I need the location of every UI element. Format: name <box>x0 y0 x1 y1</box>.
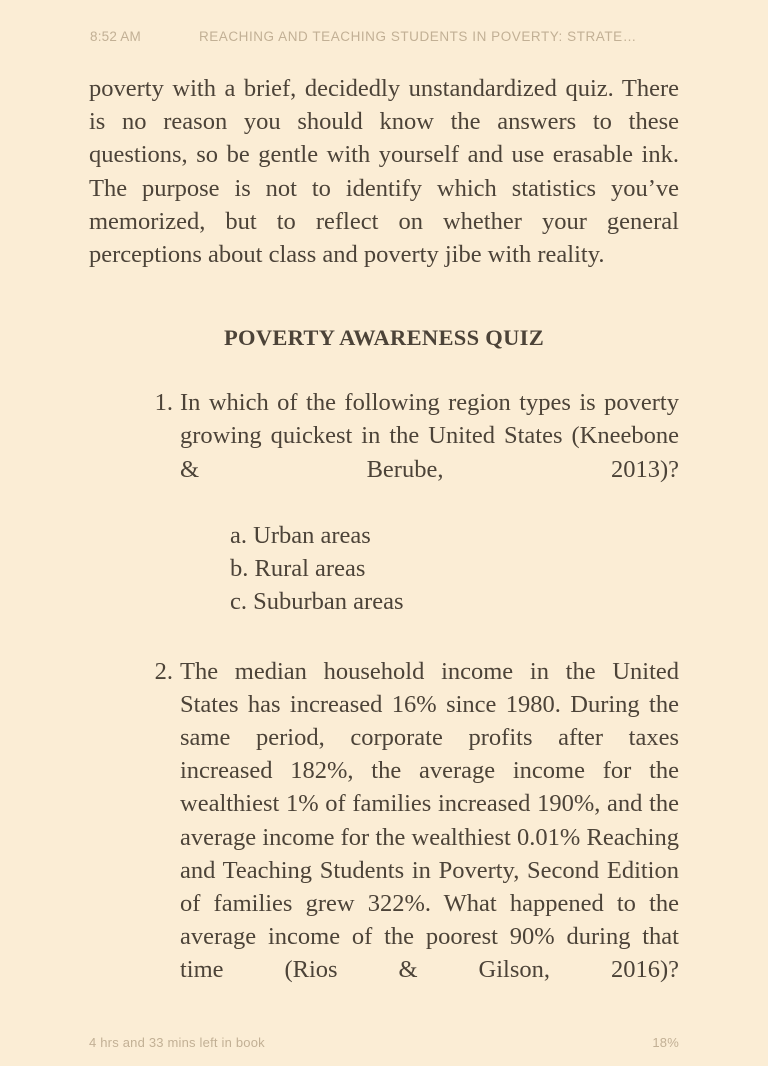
body-paragraph: poverty with a brief, decidedly unstandardized quiz. There is no reason you should know the answers to these questions, so be gentle with yourself and use erasable ink. The purpose is not to identify which statistics you’ve memorized, but to reflect on whether your general perceptions about class and poverty jibe with reality. <box>89 75 679 269</box>
option-letter-c: c. <box>230 588 247 616</box>
reader-footer <box>0 1020 768 1066</box>
question-number: 2. <box>154 657 173 685</box>
book-title: REACHING AND TEACHING STUDENTS IN POVERTY: STRATE… <box>198 28 637 44</box>
answer-option-list <box>180 519 679 619</box>
answer-option-b[interactable] <box>230 552 679 585</box>
quiz-heading: POVERTY AWARENESS QUIZ <box>223 325 545 351</box>
option-label-b: Rural areas <box>254 555 366 583</box>
option-label-c: Suburban areas <box>253 588 404 616</box>
status-clock: 8:52 AM <box>90 28 141 44</box>
option-letter-a: a. <box>230 522 247 550</box>
option-letter-b: b. <box>230 555 249 583</box>
question-number: 1. <box>154 389 173 417</box>
reading-progress-percent: 18% <box>652 1035 679 1051</box>
quiz-question-list <box>89 386 679 1020</box>
quiz-question-2 <box>89 655 679 1020</box>
reader-header <box>0 0 768 72</box>
question-text: The median household income in the United States has increased 16% since 1980. During the same period, corporate profits after taxes increased 182%, the average income for the wealthiest 1% of families increased 190%, and the average income for the wealthiest 0.01% Reaching and Teaching Students in Poverty, Second Edition of families grew 322%. What happened to the average income of the poorest 90% during that time (Rios & Gilson, 2016)? <box>180 657 679 984</box>
answer-option-c[interactable] <box>230 585 679 618</box>
page-content[interactable] <box>0 72 768 1020</box>
quiz-question-1 <box>89 386 679 618</box>
time-left-in-book: 4 hrs and 33 mins left in book <box>89 1035 265 1051</box>
answer-option-a[interactable] <box>230 519 679 552</box>
option-label-a: Urban areas <box>253 522 371 550</box>
question-text: In which of the following region types is poverty growing quickest in the United States (Kneebone & Berube, 2013)? <box>180 389 679 483</box>
